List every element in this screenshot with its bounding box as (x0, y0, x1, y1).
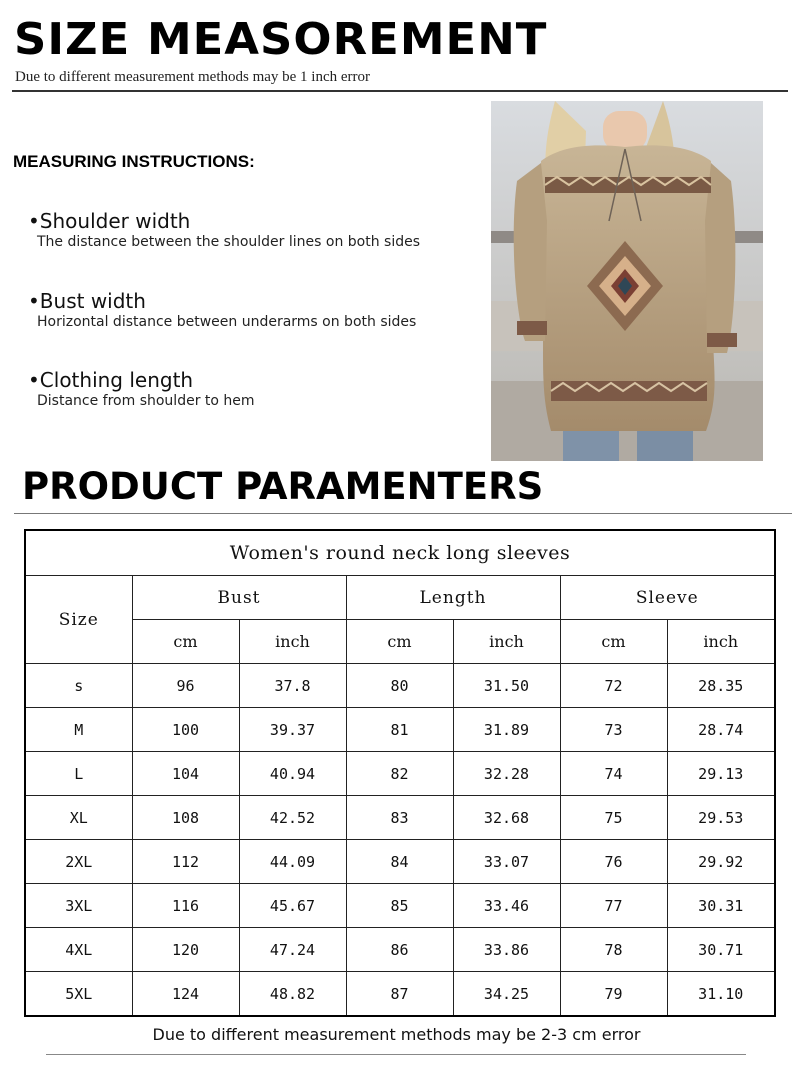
table-cell: 74 (560, 752, 667, 796)
size-cell: 2XL (25, 840, 132, 884)
table-cell: 73 (560, 708, 667, 752)
table-cell: 29.92 (667, 840, 775, 884)
bust-header: Bust (132, 576, 346, 620)
size-column-header: Size (25, 576, 132, 664)
table-cell: 30.71 (667, 928, 775, 972)
table-cell: 34.25 (453, 972, 560, 1017)
table-cell: 75 (560, 796, 667, 840)
table-cell: 84 (346, 840, 453, 884)
size-cell: 4XL (25, 928, 132, 972)
table-cell: 76 (560, 840, 667, 884)
measurement-disclaimer: Due to different measurement methods may be 1 inch error (15, 69, 371, 85)
table-cell: 29.53 (667, 796, 775, 840)
table-cell: 48.82 (239, 972, 346, 1017)
unit-header: cm (560, 620, 667, 664)
table-cell: 37.8 (239, 664, 346, 708)
table-cell: 39.37 (239, 708, 346, 752)
table-row (25, 796, 775, 840)
table-cell: 31.50 (453, 664, 560, 708)
table-cell: 81 (346, 708, 453, 752)
unit-header: inch (453, 620, 560, 664)
table-cell: 112 (132, 840, 239, 884)
product-photo (491, 101, 763, 461)
size-cell: M (25, 708, 132, 752)
table-cell: 120 (132, 928, 239, 972)
table-cell: 86 (346, 928, 453, 972)
table-cell: 82 (346, 752, 453, 796)
table-cell: 83 (346, 796, 453, 840)
table-cell: 30.31 (667, 884, 775, 928)
instruction-bust-width (28, 289, 416, 331)
table-cell: 77 (560, 884, 667, 928)
table-cell: 40.94 (239, 752, 346, 796)
table-row (25, 928, 775, 972)
table-row (25, 840, 775, 884)
table-cell: 124 (132, 972, 239, 1017)
table-cell: 45.67 (239, 884, 346, 928)
instruction-description: Distance from shoulder to hem (37, 393, 255, 409)
table-row (25, 884, 775, 928)
table-cell: 31.10 (667, 972, 775, 1017)
table-cell: 80 (346, 664, 453, 708)
table-cell: 87 (346, 972, 453, 1017)
instruction-name: •Shoulder width (28, 209, 191, 233)
instruction-shoulder-width (28, 209, 420, 251)
table-cell: 100 (132, 708, 239, 752)
size-cell: 5XL (25, 972, 132, 1017)
length-header: Length (346, 576, 560, 620)
table-cell: 78 (560, 928, 667, 972)
table-cell: 42.52 (239, 796, 346, 840)
table-cell: 72 (560, 664, 667, 708)
divider (14, 513, 792, 514)
unit-header: inch (239, 620, 346, 664)
table-cell: 32.28 (453, 752, 560, 796)
unit-header: cm (346, 620, 453, 664)
size-chart-table (24, 529, 776, 1017)
table-cell: 44.09 (239, 840, 346, 884)
divider (12, 90, 788, 92)
table-cell: 85 (346, 884, 453, 928)
table-cell: 28.35 (667, 664, 775, 708)
table-caption: Women's round neck long sleeves (25, 530, 775, 576)
page-title: SIZE MEASOREMENT (14, 14, 548, 65)
error-note: Due to different measurement methods may be 2-3 cm error (152, 1025, 641, 1044)
table-row (25, 664, 775, 708)
section-title: PRODUCT PARAMENTERS (22, 465, 544, 508)
size-cell: 3XL (25, 884, 132, 928)
sleeve-header: Sleeve (560, 576, 775, 620)
table-row (25, 752, 775, 796)
unit-header: cm (132, 620, 239, 664)
table-cell: 116 (132, 884, 239, 928)
table-cell: 47.24 (239, 928, 346, 972)
size-cell: s (25, 664, 132, 708)
instruction-name: •Clothing length (28, 368, 194, 392)
table-cell: 33.46 (453, 884, 560, 928)
instruction-name: •Bust width (28, 289, 146, 313)
table-cell: 31.89 (453, 708, 560, 752)
table-row (25, 708, 775, 752)
table-cell: 29.13 (667, 752, 775, 796)
instruction-clothing-length (28, 368, 255, 410)
table-cell: 33.07 (453, 840, 560, 884)
table-cell: 79 (560, 972, 667, 1017)
table-cell: 28.74 (667, 708, 775, 752)
table-cell: 108 (132, 796, 239, 840)
instruction-description: The distance between the shoulder lines on both sides (37, 234, 421, 250)
size-cell: XL (25, 796, 132, 840)
table-row (25, 972, 775, 1017)
table-cell: 104 (132, 752, 239, 796)
unit-header: inch (667, 620, 775, 664)
table-cell: 32.68 (453, 796, 560, 840)
table-cell: 33.86 (453, 928, 560, 972)
instruction-description: Horizontal distance between underarms on both sides (37, 314, 417, 330)
divider (46, 1054, 746, 1055)
size-cell: L (25, 752, 132, 796)
table-cell: 96 (132, 664, 239, 708)
instructions-heading: MEASURING INSTRUCTIONS: (13, 152, 255, 171)
